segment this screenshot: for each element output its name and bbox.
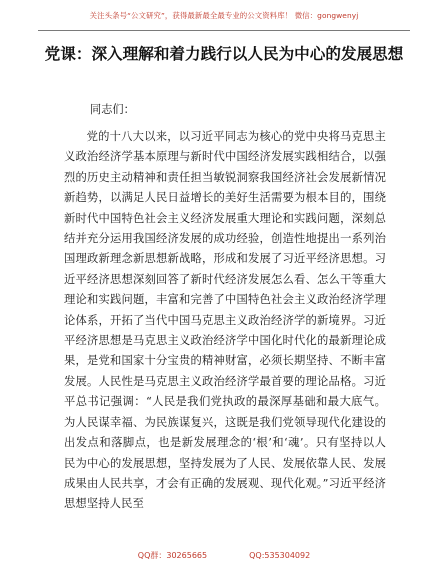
salutation: 同志们： (90, 103, 135, 116)
document-title: 党课：深入理解和着力践行以人民为中心的发展思想 (44, 45, 404, 63)
header-divider (38, 30, 410, 31)
body-paragraph: 党的十八大以来，以习近平同志为核心的党中央将马克思主义政治经济学基本原理与新时代中国经济发展实践相结合，以强烈的历史主动精神和责任担当敏锐洞察我国经济社会发展新情况新趋势，以满足人民日益增长的美好生活需要为根本目的，围绕新时代中国特色社会主义经济发展重大理论和实践问题，深刻总结并充分运用我国经济发展的成功经验，创造性地提出一系列治国理政新理念新思想新战略，形成和发展了习近平经济思想。习近平经济思想深刻回答了新时代经济发展怎么看、怎么干等重大理论和实践问题，丰富和完善了中国特色社会主义政治经济学理论体系，开拓了当代中国马克思主义政治经济学的新境界。习近平经济思想是马克思主义政治经济学中国化时代化的最新理论成果，是党和国家十分宝贵的精神财富，必须长期坚持、不断丰富发展。人民性是马克思主义政治经济学最首要的理论品格。习近平总书记强调：“人民是我们党执政的最深厚基础和最大底气。为人民谋幸福、为民族谋复兴，这既是我们党领导现代化建设的出发点和落脚点，也是新发展理念的‘根’和‘魂’。只有坚持以人民为中心的发展思想，坚持发展为了人民、发展依靠人民、发展成果由人民共享，才会有正确的发展观、现代化观。”习近平经济思想坚持人民至 (64, 130, 386, 511)
footer-contact (0, 550, 448, 561)
footer-qq: QQ:535304092 (249, 551, 311, 560)
footer-qq-group: QQ群：30265665 (137, 551, 208, 560)
header-banner: 关注头条号“公文研究”，获得最新最全最专业的公文资料库！ 微信：gongwenyj (89, 11, 359, 20)
